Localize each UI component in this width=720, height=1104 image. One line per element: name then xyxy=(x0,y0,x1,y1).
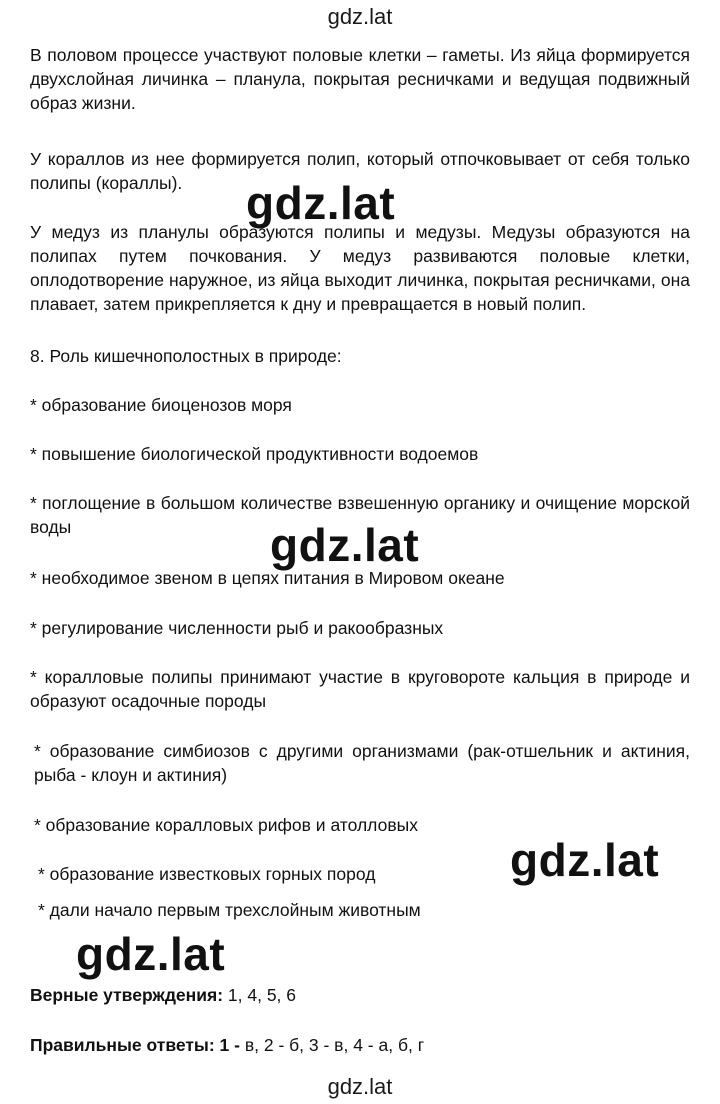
paragraph-jellyfish: У медуз из планулы образуются полипы и медузы. Медузы образуются на полипах путем почкования. У медуз развиваются половые клетки, оплодотворение наружное, из яйца выходит личинка, покрытая ресничками, она плавает, затем прикрепляется к дну и превращается в новый полип. xyxy=(30,222,690,314)
role-item: * регулирование численности рыб и ракообразных xyxy=(30,618,444,638)
role-item: * повышение биологической продуктивности водоемов xyxy=(30,444,479,464)
watermark: gdz.lat xyxy=(510,834,660,886)
role-item: * образование коралловых рифов и атолловых xyxy=(34,815,418,835)
section-heading-roles: 8. Роль кишечнополостных в природе: xyxy=(30,346,342,366)
role-item: * необходимое звеном в цепях питания в Мировом океане xyxy=(30,568,505,588)
role-item: * коралловые полипы принимают участие в круговороте кальция в природе и образуют осадочные породы xyxy=(30,667,690,711)
watermark: gdz.lat xyxy=(246,177,396,229)
true-statements-label: Верные утверждения: xyxy=(30,985,224,1005)
true-statements xyxy=(30,983,690,1007)
watermark: gdz.lat xyxy=(76,928,226,980)
role-item: * поглощение в большом количестве взвешенную органику и очищение морской воды xyxy=(30,493,690,537)
role-item: * образование известковых горных пород xyxy=(38,864,376,884)
true-statements-value: 1, 4, 5, 6 xyxy=(227,985,297,1005)
paragraph-gametes: В половом процессе участвуют половые клетки – гаметы. Из яйца формируется двухслойная личинка – планула, покрытая ресничками и ведущая подвижный образ жизни. xyxy=(30,45,690,113)
role-item: * дали начало первым трехслойным животным xyxy=(38,900,421,920)
site-footer: gdz.lat xyxy=(327,1074,393,1099)
role-item: * образование симбиозов с другими организмами (рак-отшельник и актиния, рыба - клоун и актиния) xyxy=(34,741,690,785)
correct-answers-value: в, 2 - б, 3 - в, 4 - а, б, г xyxy=(239,1035,425,1055)
correct-answers-label: Правильные ответы: 1 - xyxy=(30,1035,240,1055)
watermark: gdz.lat xyxy=(270,519,420,571)
correct-answers xyxy=(30,1033,690,1057)
paragraph-corals: У кораллов из нее формируется полип, который отпочковывает от себя только полипы (кораллы). xyxy=(30,149,690,193)
site-header: gdz.lat xyxy=(327,4,393,29)
role-item: * образование биоценозов моря xyxy=(30,395,292,415)
